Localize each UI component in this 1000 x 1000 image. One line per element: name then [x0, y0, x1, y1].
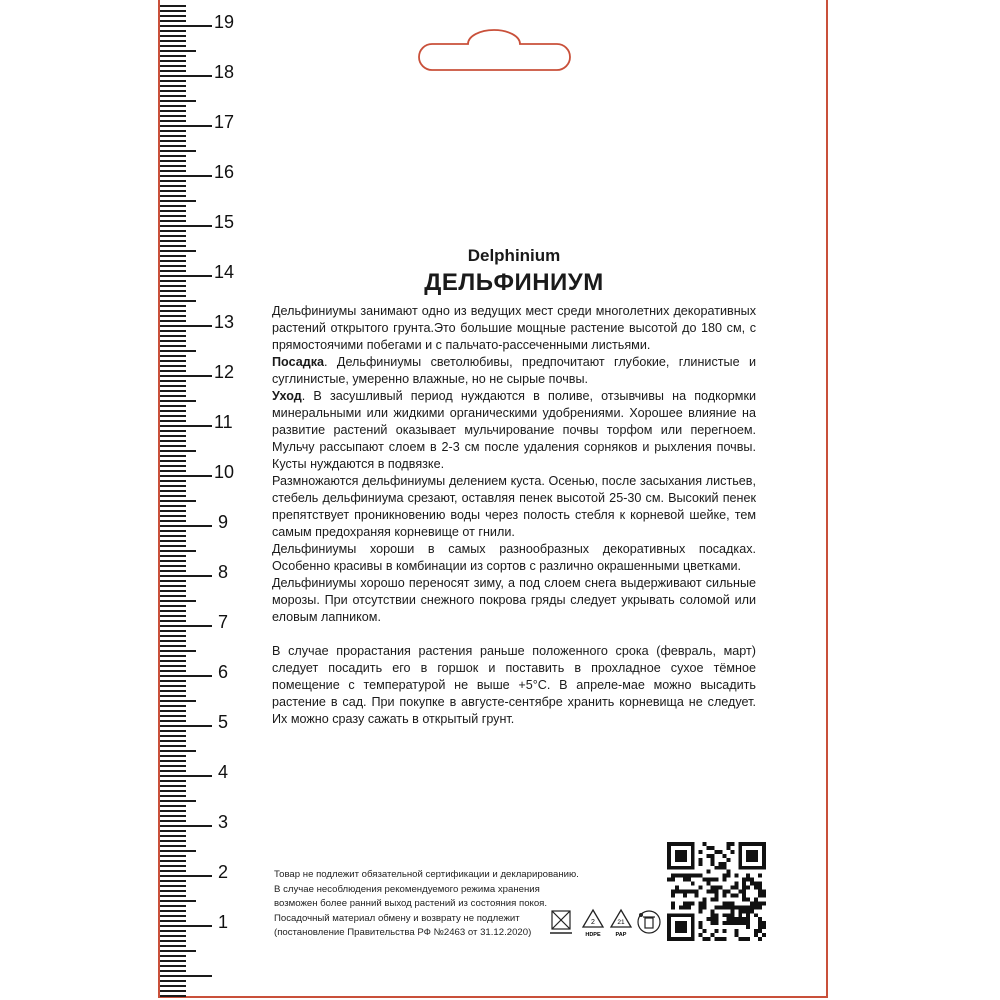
ruler-tick: [160, 580, 186, 582]
ruler-tick: [160, 625, 212, 627]
ruler-tick: [160, 225, 212, 227]
ruler-tick: [160, 560, 186, 562]
ruler-tick: [160, 645, 186, 647]
ruler-number: 6: [218, 662, 229, 682]
ruler-tick: [160, 655, 186, 657]
ruler-tick: [160, 860, 186, 862]
ruler-tick: [160, 145, 186, 147]
ruler-tick: [160, 960, 186, 962]
ruler-number: 17: [214, 112, 235, 132]
ruler-tick: [160, 300, 196, 302]
ruler-tick: [160, 565, 186, 567]
ruler-tick: [160, 210, 186, 212]
ruler-tick: [160, 610, 186, 612]
ruler-tick: [160, 680, 186, 682]
ruler-tick: [160, 365, 186, 367]
ruler-tick: [160, 90, 186, 92]
ruler-tick: [160, 340, 186, 342]
usage-paragraph: Дельфиниумы хороши в самых разнообразных декоративных посадках. Особенно красивы в комбинации из сортов с различно окрашенными цветками.: [272, 542, 756, 573]
ruler-tick: [160, 640, 186, 642]
ruler-tick: [160, 140, 186, 142]
ruler-number: 8: [218, 562, 229, 582]
ruler-tick: [160, 495, 186, 497]
ruler-tick: [160, 695, 186, 697]
ruler-number: 5: [218, 712, 229, 732]
ruler-tick: [160, 100, 196, 102]
ruler-tick: [160, 295, 186, 297]
ruler-tick: [160, 790, 186, 792]
ruler-tick: [160, 420, 186, 422]
ruler-tick: [160, 540, 186, 542]
ruler-tick: [160, 445, 186, 447]
ruler-tick: [160, 865, 186, 867]
ruler-tick: [160, 555, 186, 557]
ruler-tick: [160, 285, 186, 287]
ruler-tick: [160, 400, 196, 402]
ruler-tick: [160, 525, 212, 527]
svg-text:HDPE: HDPE: [585, 932, 601, 938]
ruler-tick: [160, 855, 186, 857]
ruler-number: 1: [218, 912, 229, 932]
ruler-tick: [160, 5, 186, 7]
ruler-tick: [160, 810, 186, 812]
ruler-tick: [160, 305, 186, 307]
ruler-tick: [160, 235, 186, 237]
ruler-tick: [160, 990, 186, 992]
ruler-tick: [160, 405, 186, 407]
ruler-tick: [160, 840, 186, 842]
ruler-tick: [160, 380, 186, 382]
recycling-symbols: [548, 907, 664, 941]
ruler-tick: [160, 450, 196, 452]
svg-text:PAP: PAP: [615, 932, 627, 938]
ruler-tick: [160, 500, 196, 502]
ruler-tick: [160, 920, 186, 922]
ruler-tick: [160, 845, 186, 847]
ruler-tick: [160, 110, 186, 112]
ruler-tick: [160, 195, 186, 197]
ruler-tick: [160, 850, 196, 852]
ruler-tick: [160, 205, 186, 207]
description-block: [272, 246, 756, 728]
footer-line: В случае несоблюдения рекомендуемого режима хранения: [274, 883, 540, 895]
ruler-tick: [160, 275, 212, 277]
ruler-tick: [160, 825, 212, 827]
ruler-tick: [160, 800, 196, 802]
ruler-tick: [160, 265, 186, 267]
ruler-tick: [160, 805, 186, 807]
ruler-tick: [160, 620, 186, 622]
ruler-tick: [160, 395, 186, 397]
recycle-hdpe-icon: [583, 910, 603, 938]
ruler-tick: [160, 465, 186, 467]
ruler-tick: [160, 910, 186, 912]
ruler-number: 11: [214, 412, 233, 432]
ruler-tick: [160, 190, 186, 192]
ruler-tick: [160, 965, 186, 967]
ruler-tick: [160, 510, 186, 512]
ruler-number: 10: [214, 462, 235, 482]
ruler-tick: [160, 230, 186, 232]
ruler-tick: [160, 245, 186, 247]
ruler-tick: [160, 315, 186, 317]
ruler-tick: [160, 590, 186, 592]
ruler-tick: [160, 65, 186, 67]
ruler-tick: [160, 350, 196, 352]
ruler-tick: [160, 125, 212, 127]
ruler-tick: [160, 685, 186, 687]
ruler-number: 9: [218, 512, 229, 532]
ruler-tick: [160, 575, 212, 577]
planting-text: . Дельфиниумы светолюбивы, предпочитают глубокие, глинистые и суглинистые, умеренно влажные, но не сырые почвы.: [272, 355, 756, 386]
ruler-tick: [160, 760, 186, 762]
ruler-tick: [160, 765, 186, 767]
ruler-tick: [160, 20, 186, 22]
ruler-tick: [160, 50, 196, 52]
ruler-tick: [160, 30, 186, 32]
ruler-tick: [160, 310, 186, 312]
ruler-tick: [160, 45, 186, 47]
ruler-number: 15: [214, 212, 235, 232]
ruler-tick: [160, 15, 186, 17]
care-paragraph: [272, 388, 756, 473]
ruler-tick: [160, 755, 186, 757]
ruler-tick: [160, 185, 186, 187]
ruler-tick: [160, 745, 186, 747]
ruler-tick: [160, 135, 186, 137]
ruler-tick: [160, 705, 186, 707]
ruler-tick: [160, 355, 186, 357]
svg-text:2: 2: [591, 919, 595, 926]
ruler-tick: [160, 970, 186, 972]
ruler-tick: [160, 165, 186, 167]
ruler-tick: [160, 10, 186, 12]
ruler-tick: [160, 835, 186, 837]
ruler-tick: [160, 605, 186, 607]
ruler-tick: [160, 690, 186, 692]
ruler-number: 13: [214, 312, 235, 332]
ruler-tick: [160, 670, 186, 672]
ruler-tick: [160, 150, 196, 152]
ruler-tick: [160, 980, 186, 982]
legal-footer: [274, 868, 579, 941]
ruler-tick: [160, 475, 212, 477]
ruler-tick: [160, 70, 186, 72]
ruler-tick: [160, 325, 212, 327]
ruler-tick: [160, 250, 196, 252]
ruler-tick: [160, 385, 186, 387]
ruler-tick: [160, 585, 186, 587]
planting-paragraph: [272, 354, 756, 388]
ruler-tick: [160, 650, 196, 652]
ruler-tick: [160, 435, 186, 437]
ruler-number: 2: [218, 862, 229, 882]
ruler-tick: [160, 940, 186, 942]
ruler-tick: [160, 330, 186, 332]
ruler-tick: [160, 720, 186, 722]
ruler-tick: [160, 505, 186, 507]
ruler-number: 3: [218, 812, 229, 832]
ruler-tick: [160, 925, 212, 927]
ruler-tick: [160, 775, 212, 777]
ruler-tick: [160, 595, 186, 597]
ruler-tick: [160, 335, 186, 337]
ruler-tick: [160, 155, 186, 157]
ruler-number: 19: [214, 12, 235, 32]
ruler-tick: [160, 455, 186, 457]
ruler-tick: [160, 830, 186, 832]
ruler-tick: [160, 820, 186, 822]
ruler-tick: [160, 735, 186, 737]
ruler-tick: [160, 700, 196, 702]
ruler-tick: [160, 515, 186, 517]
ruler-tick: [160, 80, 186, 82]
latin-name: Delphinium: [467, 246, 561, 265]
ruler-tick: [160, 975, 212, 977]
ruler-tick: [160, 780, 186, 782]
ruler-tick: [160, 35, 186, 37]
ruler-tick: [160, 795, 186, 797]
ruler-tick: [160, 520, 186, 522]
ruler-tick: [160, 710, 186, 712]
ruler-tick: [160, 370, 186, 372]
ruler-tick: [160, 470, 186, 472]
ruler-tick: [160, 875, 212, 877]
ruler-tick: [160, 175, 212, 177]
ruler-tick: [160, 390, 186, 392]
ruler-tick: [160, 900, 196, 902]
footer-line: Товар не подлежит обязательной сертификации и декларированию.: [274, 869, 579, 880]
ruler-tick: [160, 995, 186, 997]
ruler-tick: [160, 280, 186, 282]
ruler-tick: [160, 215, 186, 217]
ruler-tick: [160, 320, 186, 322]
ruler-tick: [160, 85, 186, 87]
ruler-tick: [160, 750, 196, 752]
ruler-number: 14: [214, 262, 235, 282]
care-label: Уход: [272, 389, 302, 403]
ruler-tick: [160, 955, 186, 957]
ruler-tick: [160, 660, 186, 662]
ruler-tick: [160, 180, 186, 182]
ruler-tick: [160, 545, 186, 547]
ruler-tick: [160, 95, 186, 97]
ruler-tick: [160, 220, 186, 222]
ruler-tick: [160, 415, 186, 417]
intro-paragraph: Дельфиниумы занимают одно из ведущих мест среди многолетних декоративных растений открытого грунта.Это большие мощные растение высотой до 180 см, с прямостоячими побегами и с пальчато-рассеченными листьями.: [272, 304, 756, 352]
ruler-tick: [160, 200, 196, 202]
ruler-tick: [160, 160, 186, 162]
ruler-tick: [160, 635, 186, 637]
ruler-number: 12: [214, 362, 235, 382]
ruler-tick: [160, 950, 196, 952]
ruler-tick: [160, 915, 186, 917]
ruler-tick: [160, 270, 186, 272]
ruler-tick: [160, 360, 186, 362]
ruler-tick: [160, 130, 186, 132]
ruler-tick: [160, 785, 186, 787]
ruler-tick: [160, 675, 212, 677]
ruler-tick: [160, 880, 186, 882]
ruler-tick: [160, 55, 186, 57]
ruler-tick: [160, 570, 186, 572]
ruler-tick: [160, 715, 186, 717]
ruler-tick: [160, 740, 186, 742]
ruler-tick: [160, 255, 186, 257]
trash-bin-icon: [638, 911, 660, 933]
ruler-tick: [160, 460, 186, 462]
ruler-tick: [160, 120, 186, 122]
ruler-tick: [160, 485, 186, 487]
ruler-tick: [160, 75, 212, 77]
ruler-tick: [160, 490, 186, 492]
footer-line: возможен более ранний выход растений из состояния покоя.: [274, 898, 548, 909]
ruler-tick: [160, 410, 186, 412]
ruler-tick: [160, 890, 186, 892]
ruler-tick: [160, 905, 186, 907]
ruler-number: 18: [214, 62, 235, 82]
svg-text:21: 21: [617, 919, 625, 926]
ruler-tick: [160, 40, 186, 42]
ruler-tick: [160, 770, 186, 772]
ruler-tick: [160, 600, 196, 602]
recycle-pap-icon: [611, 910, 631, 938]
ruler-tick: [160, 440, 186, 442]
ruler-tick: [160, 930, 186, 932]
ruler-tick: [160, 425, 212, 427]
ruler-tick: [160, 615, 186, 617]
ruler-tick: [160, 815, 186, 817]
product-title: ДЕЛЬФИНИУМ: [424, 269, 604, 296]
ruler-tick: [160, 895, 186, 897]
ruler-tick: [160, 290, 186, 292]
ruler-tick: [160, 630, 186, 632]
ruler-number: 7: [218, 612, 229, 632]
ruler-tick: [160, 530, 186, 532]
ruler-tick: [160, 345, 186, 347]
qr-code: [667, 842, 766, 941]
footer-line: (постановление Правительства РФ №2463 от 31.12.2020): [274, 927, 532, 938]
ruler-tick: [160, 375, 212, 377]
propagation-paragraph: Размножаются дельфиниумы делением куста. Осенью, после засыхания листьев, стебель дельфиниума срезают, оставляя пенек высотой 25-30 см. Высокий пенек препятствует проникновению воды через полость стебля к корневой шейке, тем самым предохраняя корневище от гнили.: [272, 474, 756, 539]
ruler-tick: [160, 870, 186, 872]
ruler-tick: [160, 260, 186, 262]
ruler-tick: [160, 170, 186, 172]
ruler-tick: [160, 25, 212, 27]
ruler-tick: [160, 535, 186, 537]
ruler-tick: [160, 945, 186, 947]
no-waste-icon: [550, 911, 572, 933]
storage-paragraph: В случае прорастания растения раньше положенного срока (февраль, март) следует посадить его в горшок и поставить в прохладное сухое тёмное помещение с температурой не выше +5°С. В апреле-мае можно высадить растение в сад. При покупке в августе-сентябре хранить корневища не следует. Их можно сразу сажать в открытый грунт.: [272, 644, 756, 726]
ruler-number: 16: [214, 162, 235, 182]
ruler-tick: [160, 115, 186, 117]
ruler-tick: [160, 60, 186, 62]
ruler-tick: [160, 430, 186, 432]
ruler-tick: [160, 985, 186, 987]
hang-hole-icon: [0, 0, 1000, 80]
ruler-tick: [160, 480, 186, 482]
ruler-tick: [160, 885, 186, 887]
ruler-number: 4: [218, 762, 229, 782]
footer-line: Посадочный материал обмену и возврату не подлежит: [274, 912, 520, 924]
ruler-tick: [160, 725, 212, 727]
planting-label: Посадка: [272, 355, 325, 369]
ruler-tick: [160, 665, 186, 667]
ruler-tick: [160, 240, 186, 242]
ruler-tick: [160, 730, 186, 732]
ruler-tick: [160, 105, 186, 107]
measuring-ruler: [160, 0, 250, 1000]
winter-paragraph: Дельфиниумы хорошо переносят зиму, а под слоем снега выдерживают сильные морозы. При отсутствии снежного покрова гряды следует укрывать соломой или еловым лапником.: [272, 576, 756, 624]
ruler-tick: [160, 935, 186, 937]
care-text: . В засушливый период нуждаются в поливе, отзывчивы на подкормки минеральными или жидкими органическими удобрениями. Хорошее влияние на развитие растений оказывает мульчирование почвы торфом или перегноем. Мульчу рассыпают слоем в 2-3 см после удаления сорняков и рыхления почвы. Кусты нуждаются в подвязке.: [272, 389, 756, 471]
ruler-tick: [160, 550, 196, 552]
